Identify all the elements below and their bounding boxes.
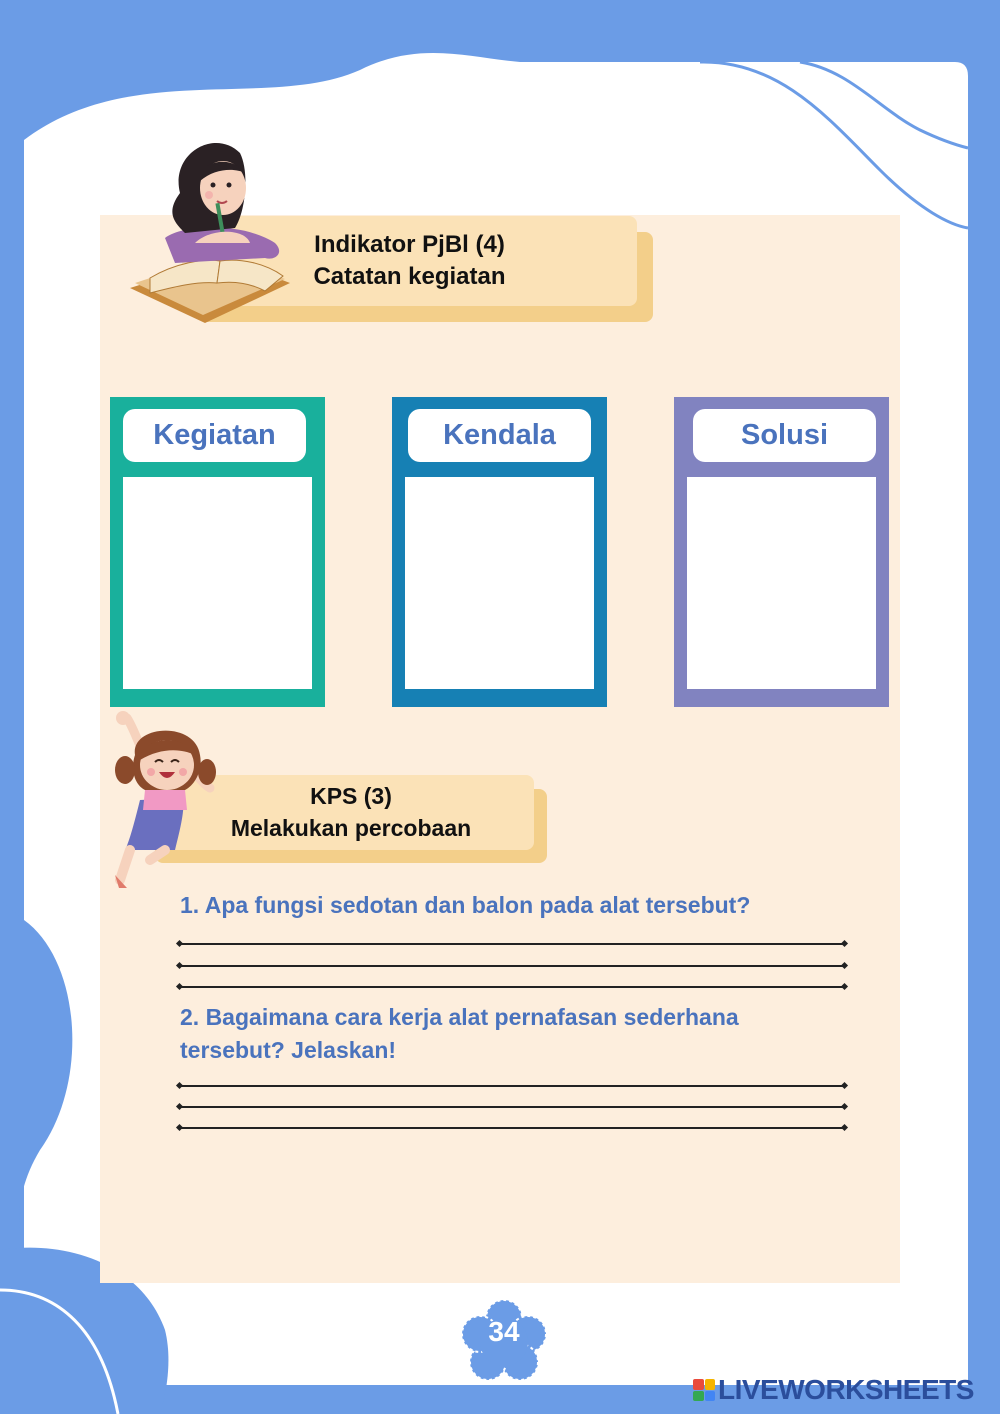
column-solusi-label: Solusi bbox=[693, 409, 876, 462]
column-solusi bbox=[674, 397, 889, 707]
content-panel bbox=[100, 215, 900, 1283]
answer-line[interactable] bbox=[178, 1085, 846, 1087]
column-kegiatan bbox=[110, 397, 325, 707]
answer-line[interactable] bbox=[178, 1127, 846, 1129]
column-solusi-input-area[interactable] bbox=[687, 477, 876, 689]
liveworksheets-brand bbox=[693, 1373, 974, 1407]
liveworksheets-logo-icon bbox=[693, 1379, 715, 1401]
kps-banner bbox=[168, 775, 534, 850]
answer-line[interactable] bbox=[178, 986, 846, 988]
waving-girl-illustration bbox=[105, 710, 220, 888]
header-banner-title: Indikator PjBl (4) bbox=[314, 230, 505, 258]
kps-banner-title: KPS (3) bbox=[310, 783, 392, 810]
question-2: 2. Bagaimana cara kerja alat pernafasan sederhana tersebut? Jelaskan! bbox=[180, 1004, 739, 1063]
question-1: 1. Apa fungsi sedotan dan balon pada alat tersebut? bbox=[180, 892, 751, 918]
column-kendala-input-area[interactable] bbox=[405, 477, 594, 689]
column-kegiatan-input-area[interactable] bbox=[123, 477, 312, 689]
answer-line[interactable] bbox=[178, 1106, 846, 1108]
header-banner-subtitle: Catatan kegiatan bbox=[313, 263, 506, 290]
kps-banner-subtitle: Melakukan percobaan bbox=[230, 814, 472, 841]
column-kegiatan-label: Kegiatan bbox=[123, 409, 306, 462]
answer-line[interactable] bbox=[178, 965, 846, 967]
column-kendala bbox=[392, 397, 607, 707]
reading-girl-illustration bbox=[125, 133, 295, 328]
column-kendala-label: Kendala bbox=[408, 409, 591, 462]
brand-name: LIVEWORKSHEETS bbox=[718, 1374, 974, 1405]
page-number: 34 bbox=[488, 1316, 520, 1347]
answer-line[interactable] bbox=[178, 943, 846, 945]
